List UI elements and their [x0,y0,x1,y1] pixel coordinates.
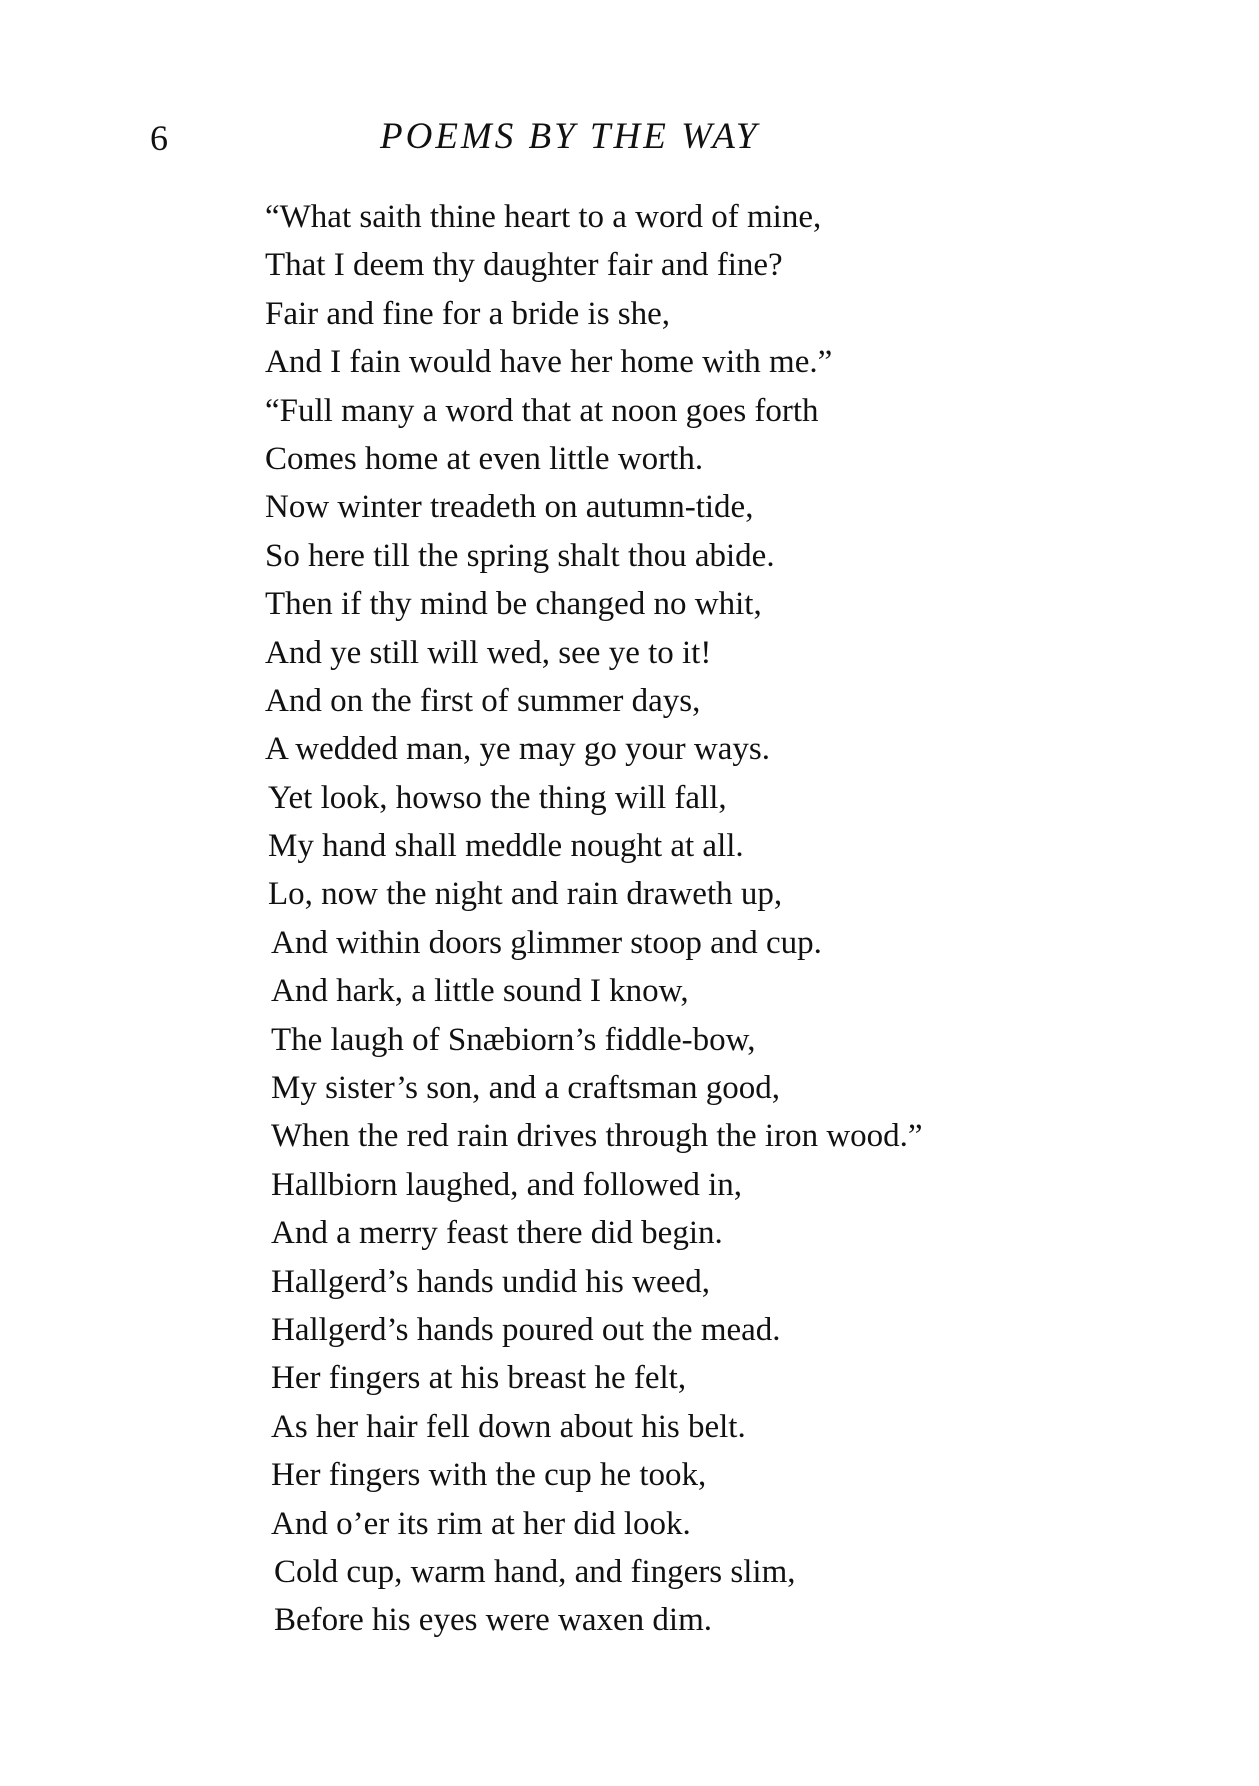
poem-line: “What saith thine heart to a word of mine, [265,199,822,235]
poem-line: Comes home at even little worth. [265,440,704,477]
poem-text [265,193,1165,1645]
poem-line: And within doors glimmer stoop and cup. [271,924,822,961]
poem-line: And ye still will wed, see ye to it! [265,634,712,671]
poem-line: A wedded man, ye may go your ways. [265,731,770,768]
poem-line: Then if thy mind be changed no whit, [265,586,762,623]
poem-line: And I fain would have her home with me.” [265,344,833,381]
running-title: POEMS BY THE WAY [380,116,760,157]
poem-line: Cold cup, warm hand, and fingers slim, [274,1553,796,1590]
poem-line: And hark, a little sound I know, [271,973,689,1010]
poem-line: My sister’s son, and a craftsman good, [271,1070,780,1107]
poem-line: Yet look, howso the thing will fall, [268,779,727,816]
poem-line: Her fingers at his breast he felt, [271,1360,687,1397]
poem-line: Hallgerd’s hands undid his weed, [271,1263,711,1300]
poem-line: The laugh of Snæbiorn’s fiddle-bow, [271,1021,756,1058]
poem-line: As her hair fell down about his belt. [271,1408,746,1445]
poem-line: Fair and fine for a bride is she, [265,295,671,332]
page-number: 6 [150,118,168,158]
poem-line: And o’er its rim at her did look. [271,1505,691,1542]
poem-line: Hallbiorn laughed, and followed in, [271,1166,743,1203]
poem-line: Hallgerd’s hands poured out the mead. [271,1311,781,1348]
poem-line: That I deem thy daughter fair and fine? [265,247,783,284]
poem-line: Before his eyes were waxen dim. [274,1602,713,1639]
poem-line: “Full many a word that at noon goes forth [265,392,819,429]
poem-line: My hand shall meddle nought at all. [268,828,744,865]
poem-line: And on the first of summer days, [265,682,701,719]
poem-line: Now winter treadeth on autumn-tide, [265,489,754,526]
poem-line: When the red rain drives through the iron wood.” [271,1118,923,1155]
poem-line: So here till the spring shalt thou abide. [265,537,775,574]
poem-line: Lo, now the night and rain draweth up, [268,876,783,913]
poem-line: Her fingers with the cup he took, [271,1457,707,1494]
poem-line: And a merry feast there did begin. [271,1215,723,1252]
